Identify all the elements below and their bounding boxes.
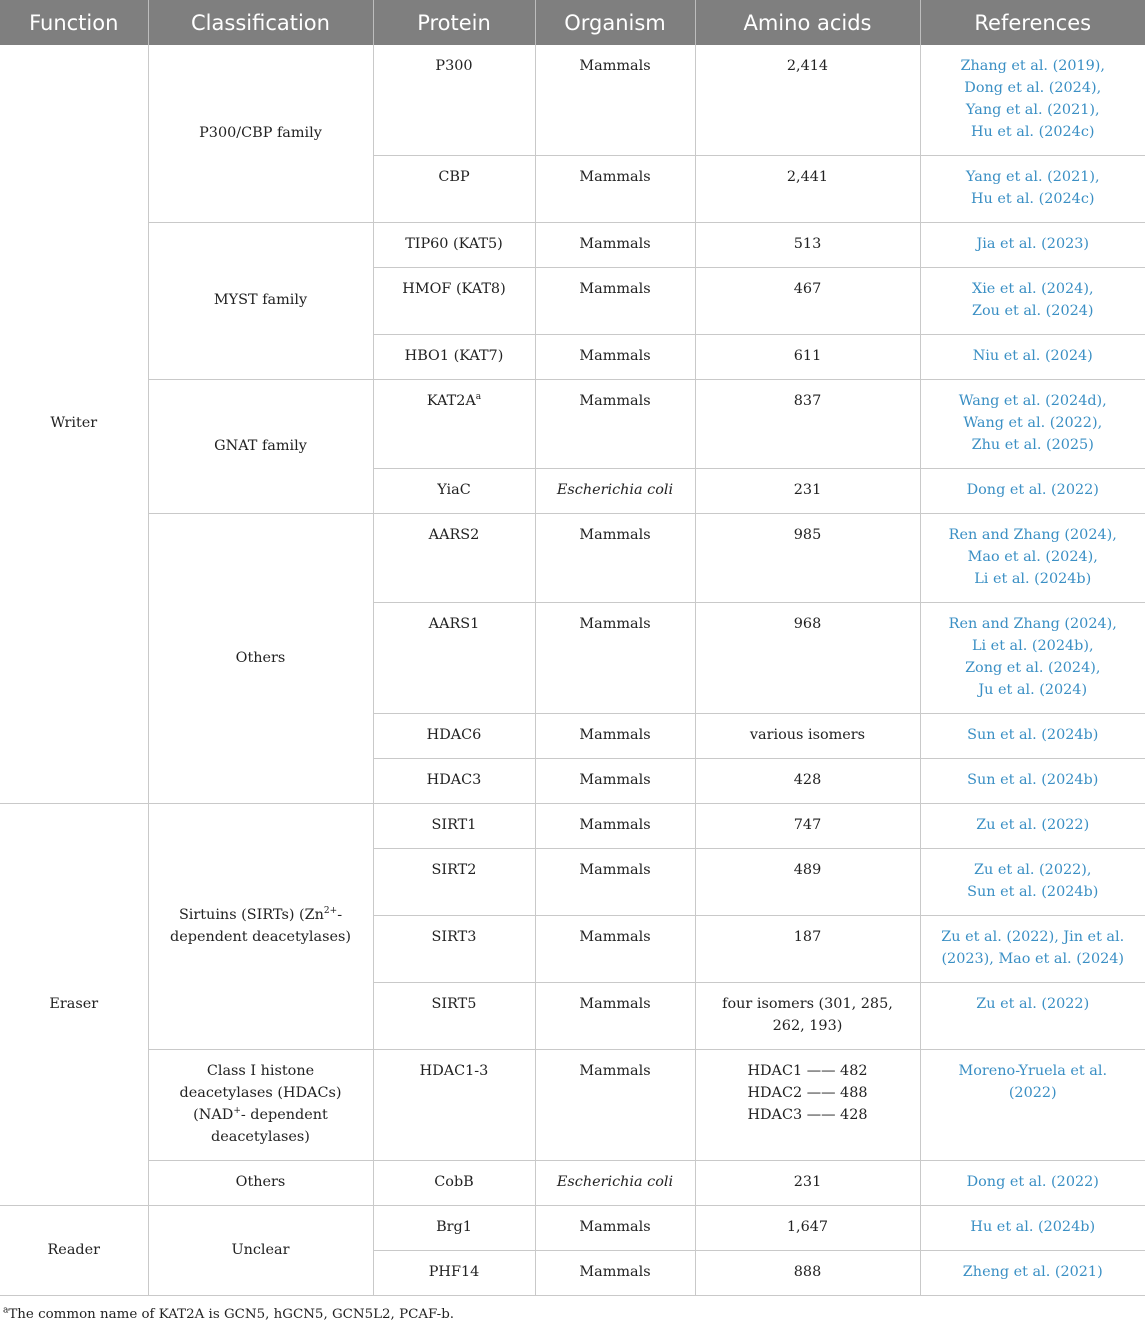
references-cell — [920, 759, 1145, 804]
amino-acids-line: HDAC2 —— 488 — [747, 1085, 868, 1101]
footnote-text: The common name of KAT2A is GCN5, hGCN5, GCN5L2, PCAF-b. — [8, 1307, 455, 1322]
organism-cell: Mammals — [535, 714, 695, 759]
reference-link[interactable]: Zou et al. (2024) — [971, 303, 1094, 319]
class-gnat: GNAT family — [148, 380, 373, 514]
reference-link[interactable]: Wang et al. (2024d), — [958, 393, 1107, 409]
amino-acids-cell: 985 — [695, 514, 920, 603]
organism-cell: Mammals — [535, 849, 695, 916]
class-others-writer: Others — [148, 514, 373, 804]
table-row — [0, 1161, 1145, 1206]
references-cell — [920, 983, 1145, 1050]
class-text: Class I histone — [206, 1063, 315, 1079]
protein-cell: Brg1 — [373, 1206, 535, 1251]
class-others-eraser: Others — [148, 1161, 373, 1206]
reference-link[interactable]: Dong et al. (2024), — [964, 80, 1102, 96]
protein-cell: CobB — [373, 1161, 535, 1206]
references-cell — [920, 514, 1145, 603]
function-eraser: Eraser — [0, 804, 148, 1206]
table-row — [0, 1050, 1145, 1161]
reference-link[interactable]: Sun et al. (2024b) — [967, 727, 1099, 743]
table-row — [0, 514, 1145, 603]
col-header-protein: Protein — [373, 0, 535, 45]
organism-cell: Mammals — [535, 156, 695, 223]
references-cell — [920, 335, 1145, 380]
reference-link[interactable]: Zhang et al. (2019), — [960, 58, 1106, 74]
references-cell — [920, 45, 1145, 156]
table-row — [0, 45, 1145, 156]
reference-link[interactable]: Wang et al. (2022), — [963, 415, 1103, 431]
organism-italic: Escherichia coli — [556, 482, 674, 498]
amino-acids-line: four isomers (301, 285, — [722, 996, 893, 1012]
reference-link[interactable]: Niu et al. (2024) — [972, 348, 1093, 364]
protein-cell: PHF14 — [373, 1251, 535, 1296]
references-cell — [920, 603, 1145, 714]
protein-name: KAT2A — [426, 393, 476, 409]
protein-cell: AARS1 — [373, 603, 535, 714]
amino-acids-cell — [695, 983, 920, 1050]
reference-link[interactable]: Li et al. (2024b) — [974, 571, 1092, 587]
reference-link[interactable]: Zong et al. (2024), — [965, 660, 1101, 676]
class-p300-cbp: P300/CBP family — [148, 45, 373, 223]
reference-link[interactable]: Sun et al. (2024b) — [967, 884, 1099, 900]
protein-cell — [373, 380, 535, 469]
table-row — [0, 223, 1145, 268]
amino-acids-cell: 1,647 — [695, 1206, 920, 1251]
reference-link[interactable]: Zu et al. (2022), Jin et al. — [941, 929, 1125, 945]
references-cell — [920, 804, 1145, 849]
protein-cell: P300 — [373, 45, 535, 156]
amino-acids-cell: 747 — [695, 804, 920, 849]
protein-cell: HDAC6 — [373, 714, 535, 759]
class-text: Sirtuins (SIRTs) (Zn — [178, 906, 324, 923]
organism-cell: Mammals — [535, 804, 695, 849]
table-row — [0, 380, 1145, 469]
class-text: deacetylases (HDACs) — [179, 1085, 342, 1101]
references-cell — [920, 380, 1145, 469]
protein-cell: YiaC — [373, 469, 535, 514]
amino-acids-cell: 2,414 — [695, 45, 920, 156]
references-cell — [920, 916, 1145, 983]
organism-cell: Mammals — [535, 335, 695, 380]
class-text: - dependent — [240, 1107, 328, 1123]
references-cell — [920, 849, 1145, 916]
organism-cell: Mammals — [535, 983, 695, 1050]
organism-cell: Mammals — [535, 268, 695, 335]
references-cell — [920, 156, 1145, 223]
reference-link[interactable]: Yang et al. (2021), — [965, 102, 1100, 118]
amino-acids-cell: 513 — [695, 223, 920, 268]
organism-cell: Mammals — [535, 514, 695, 603]
reference-link[interactable]: Yang et al. (2021), — [965, 169, 1100, 185]
organism-cell: Mammals — [535, 380, 695, 469]
amino-acids-cell: 837 — [695, 380, 920, 469]
amino-acids-line: 262, 193) — [772, 1018, 843, 1034]
protein-cell: HDAC3 — [373, 759, 535, 804]
organism-cell: Mammals — [535, 1251, 695, 1296]
class-sirtuins — [148, 804, 373, 1050]
reference-link[interactable]: Hu et al. (2024b) — [970, 1219, 1096, 1235]
function-reader: Reader — [0, 1206, 148, 1296]
organism-cell: Mammals — [535, 1206, 695, 1251]
protein-cell: HDAC1-3 — [373, 1050, 535, 1161]
amino-acids-cell: 467 — [695, 268, 920, 335]
organism-cell: Mammals — [535, 223, 695, 268]
organism-italic: Escherichia coli — [556, 1174, 674, 1190]
amino-acids-cell: 187 — [695, 916, 920, 983]
protein-cell: HMOF (KAT8) — [373, 268, 535, 335]
references-cell — [920, 1161, 1145, 1206]
organism-cell: Mammals — [535, 603, 695, 714]
reference-link[interactable]: Dong et al. (2022) — [966, 1174, 1099, 1190]
amino-acids-line: HDAC1 —— 482 — [747, 1063, 868, 1079]
reference-link[interactable]: Hu et al. (2024c) — [970, 191, 1095, 207]
amino-acids-cell: 489 — [695, 849, 920, 916]
reference-link[interactable]: Moreno-Yruela et al. — [958, 1063, 1108, 1079]
table-row — [0, 1206, 1145, 1251]
protein-cell: SIRT3 — [373, 916, 535, 983]
reference-link[interactable]: Li et al. (2024b), — [971, 638, 1094, 654]
references-cell — [920, 268, 1145, 335]
col-header-organism: Organism — [535, 0, 695, 45]
reference-link[interactable]: Ren and Zhang (2024), — [948, 616, 1117, 632]
protein-cell: AARS2 — [373, 514, 535, 603]
references-cell — [920, 714, 1145, 759]
amino-acids-cell: 428 — [695, 759, 920, 804]
function-writer: Writer — [0, 45, 148, 804]
table-row — [0, 804, 1145, 849]
class-text: (NAD — [193, 1107, 234, 1123]
class-myst: MYST family — [148, 223, 373, 380]
reference-link[interactable]: Hu et al. (2024c) — [970, 124, 1095, 140]
reference-link[interactable]: Zu et al. (2022) — [976, 817, 1090, 833]
col-header-references: References — [920, 0, 1145, 45]
col-header-classification: Classification — [148, 0, 373, 45]
organism-cell — [535, 1161, 695, 1206]
amino-acids-cell — [695, 1050, 920, 1161]
footnote-marker: a — [3, 1305, 9, 1316]
amino-acids-cell: 231 — [695, 469, 920, 514]
organism-cell: Mammals — [535, 45, 695, 156]
protein-cell: TIP60 (KAT5) — [373, 223, 535, 268]
reference-link[interactable]: Zheng et al. (2021) — [962, 1264, 1103, 1280]
reference-link[interactable]: Ju et al. (2024) — [978, 682, 1088, 698]
amino-acids-cell: various isomers — [695, 714, 920, 759]
class-hdacs — [148, 1050, 373, 1161]
amino-acids-cell: 611 — [695, 335, 920, 380]
reference-link[interactable]: Dong et al. (2022) — [966, 482, 1099, 498]
table-footnote — [0, 1296, 1145, 1334]
protein-cell: HBO1 (KAT7) — [373, 335, 535, 380]
references-cell — [920, 1206, 1145, 1251]
organism-cell: Mammals — [535, 759, 695, 804]
reference-link[interactable]: Xie et al. (2024), — [971, 281, 1094, 297]
amino-acids-cell: 888 — [695, 1251, 920, 1296]
reference-link[interactable]: Sun et al. (2024b) — [967, 772, 1099, 788]
amino-acids-cell: 2,441 — [695, 156, 920, 223]
protein-cell: SIRT5 — [373, 983, 535, 1050]
reference-link[interactable]: Ren and Zhang (2024), — [948, 527, 1117, 543]
amino-acids-cell: 968 — [695, 603, 920, 714]
organism-cell — [535, 469, 695, 514]
superscript: 2+ — [323, 905, 338, 916]
references-cell — [920, 469, 1145, 514]
class-text: deacetylases) — [211, 1129, 310, 1145]
organism-cell: Mammals — [535, 1050, 695, 1161]
class-text: - — [337, 906, 343, 923]
reference-link[interactable]: Jia et al. (2023) — [976, 236, 1090, 252]
footnote-marker: a — [475, 392, 482, 403]
reference-link[interactable]: (2022) — [1008, 1085, 1057, 1101]
references-cell — [920, 1050, 1145, 1161]
header-row — [0, 0, 1145, 45]
class-text: dependent deacetylases) — [170, 928, 351, 945]
reference-link[interactable]: Mao et al. (2024), — [967, 549, 1098, 565]
references-cell — [920, 223, 1145, 268]
col-header-amino-acids: Amino acids — [695, 0, 920, 45]
amino-acids-line: HDAC3 —— 428 — [747, 1107, 868, 1123]
protein-cell: SIRT1 — [373, 804, 535, 849]
organism-cell: Mammals — [535, 916, 695, 983]
superscript: + — [233, 1106, 241, 1117]
protein-cell: SIRT2 — [373, 849, 535, 916]
reference-link[interactable]: Zhu et al. (2025) — [971, 437, 1094, 453]
reference-link[interactable]: Zu et al. (2022), — [974, 862, 1092, 878]
protein-cell: CBP — [373, 156, 535, 223]
references-cell — [920, 1251, 1145, 1296]
reference-link[interactable]: Zu et al. (2022) — [976, 996, 1090, 1012]
amino-acids-cell: 231 — [695, 1161, 920, 1206]
reference-link[interactable]: (2023), Mao et al. (2024) — [941, 951, 1125, 967]
col-header-function: Function — [0, 0, 148, 45]
class-unclear: Unclear — [148, 1206, 373, 1296]
